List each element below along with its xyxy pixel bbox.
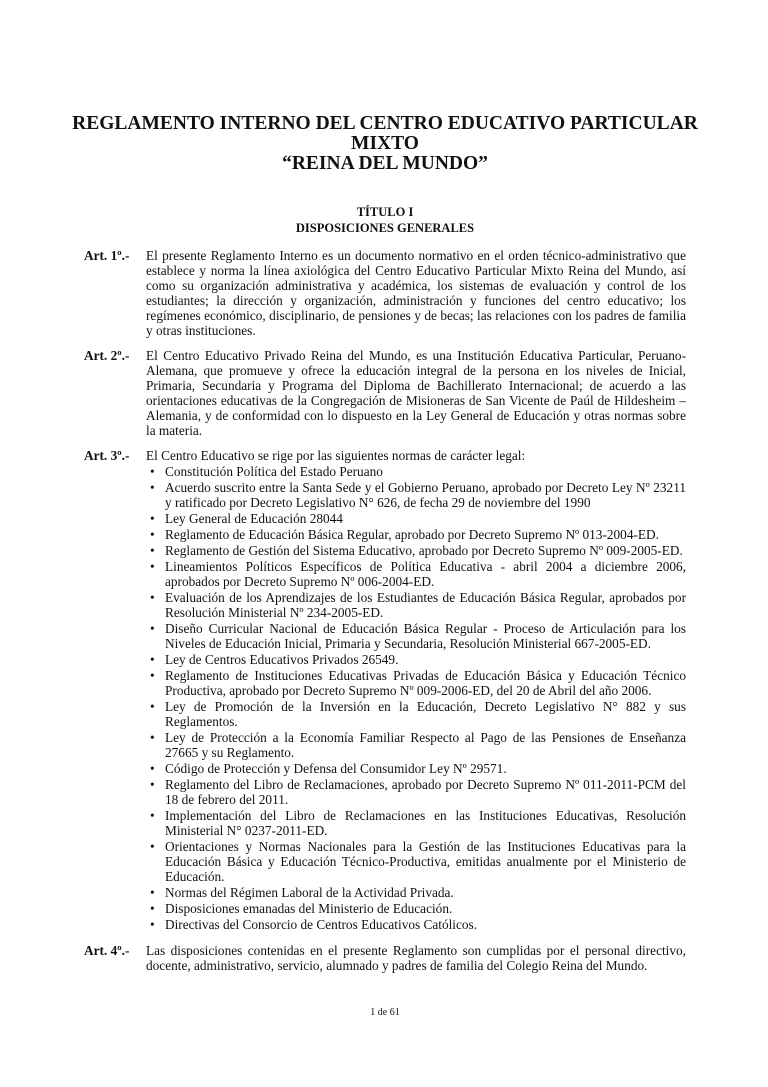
list-item	[150, 839, 686, 884]
article-text: El Centro Educativo se rige por las siguientes normas de carácter legal:	[146, 448, 526, 463]
bullet-icon: •	[150, 511, 155, 526]
article-label: Art. 2º.-	[84, 348, 130, 363]
list-item	[150, 652, 686, 667]
list-item	[150, 761, 686, 776]
list-item-text: Ley de Centros Educativos Privados 26549.	[165, 652, 399, 667]
list-item	[150, 590, 686, 620]
bullet-icon: •	[150, 668, 155, 683]
bullet-icon: •	[150, 652, 155, 667]
list-item-text: Implementación del Libro de Reclamaciones en las Instituciones Educativas, Resolución Ministerial N° 0237-2011-ED.	[165, 808, 686, 838]
article-label: Art. 1º.-	[84, 248, 130, 263]
bullet-icon: •	[150, 730, 155, 745]
title-line-2: MIXTO	[351, 133, 419, 154]
bullet-icon: •	[150, 527, 155, 542]
list-item	[150, 621, 686, 651]
bullet-icon: •	[150, 621, 155, 636]
article-text: El Centro Educativo Privado Reina del Mundo, es una Institución Educativa Particular, Peruano-Alemana, que promueve y ofrece la educación integral de la persona en los niveles de Inicial, Primaria, Secundaria y Programa del Diploma de Bachillerato Internacional; de acuerdo a las orientaciones educativas de la Congregación de Misioneras de San Vicente de Paúl de Hildesheim – Alemania, y de conformidad con lo dispuesto en la Ley General de Educación y otras normas sobre la materia.	[146, 348, 686, 438]
bullet-icon: •	[150, 559, 155, 574]
list-item	[150, 699, 686, 729]
bullet-icon: •	[150, 777, 155, 792]
article-4	[84, 943, 686, 973]
list-item-text: Reglamento de Educación Básica Regular, aprobado por Decreto Supremo Nº 013-2004-ED.	[165, 527, 659, 542]
list-item	[150, 527, 686, 542]
list-item-text: Acuerdo suscrito entre la Santa Sede y el Gobierno Peruano, aprobado por Decreto Ley Nº 23211 y ratificado por Decreto Legislativo N° 626, de fecha 29 de noviembre del 1990	[165, 480, 686, 510]
list-item-text: Normas del Régimen Laboral de la Actividad Privada.	[165, 885, 454, 900]
bullet-icon: •	[150, 901, 155, 916]
list-item-text: Ley de Promoción de la Inversión en la Educación, Decreto Legislativo N° 882 y sus Reglamentos.	[165, 699, 686, 729]
title-line-1: REGLAMENTO INTERNO DEL CENTRO EDUCATIVO PARTICULAR	[72, 113, 698, 134]
list-item-text: Reglamento del Libro de Reclamaciones, aprobado por Decreto Supremo Nº 011-2011-PCM del 18 de febrero del 2011.	[165, 777, 686, 807]
list-item	[150, 808, 686, 838]
bullet-icon: •	[150, 480, 155, 495]
list-item-text: Directivas del Consorcio de Centros Educativos Católicos.	[165, 917, 478, 932]
article-2	[84, 348, 686, 438]
list-item-text: Reglamento de Gestión del Sistema Educativo, aprobado por Decreto Supremo Nº 009-2005-ED.	[165, 543, 683, 558]
document-title	[54, 114, 716, 174]
list-item-text: Lineamientos Políticos Específicos de Política Educativa - abril 2004 a diciembre 2006, aprobados por Decreto Supremo Nº 006-2004-ED.	[165, 559, 686, 589]
legal-norms-list	[146, 464, 686, 932]
list-item	[150, 730, 686, 760]
section-subtitle: DISPOSICIONES GENERALES	[295, 221, 475, 235]
bullet-icon: •	[150, 543, 155, 558]
article-1	[84, 248, 686, 338]
section-title: TÍTULO I	[356, 205, 414, 219]
list-item-text: Orientaciones y Normas Nacionales para la Gestión de las Instituciones Educativas para la Educación Básica y Educación Técnico-Productiva, emitidas anualmente por el Ministerio de Educación.	[165, 839, 686, 884]
bullet-icon: •	[150, 761, 155, 776]
list-item-text: Evaluación de los Aprendizajes de los Estudiantes de Educación Básica Regular, aprobados por Resolución Ministerial Nº 234-2005-ED.	[165, 590, 686, 620]
list-item	[150, 917, 686, 932]
list-item-text: Ley General de Educación 28044	[165, 511, 343, 526]
article-body	[146, 448, 686, 933]
bullet-icon: •	[150, 917, 155, 932]
list-item-text: Diseño Curricular Nacional de Educación Básica Regular - Proceso de Articulación para los Niveles de Educación Inicial, Primaria y Secundaria, Resolución Ministerial 667-2005-ED.	[165, 621, 686, 651]
bullet-icon: •	[150, 808, 155, 823]
bullet-icon: •	[150, 699, 155, 714]
bullet-icon: •	[150, 464, 155, 479]
list-item	[150, 559, 686, 589]
list-item	[150, 777, 686, 807]
list-item-text: Constitución Política del Estado Peruano	[165, 464, 383, 479]
article-text: El presente Reglamento Interno es un documento normativo en el orden técnico-administrativo que establece y norma la línea axiológica del Centro Educativo Particular Mixto Reina del Mundo, así como su organización administrativa y académica, los sistemas de evaluación y control de los estudiantes; la dirección y organización, administración y funciones del centro educativo; los regímenes económico, disciplinario, de pensiones y de becas; las relaciones con los padres de familia y otras instituciones.	[146, 248, 686, 338]
list-item	[150, 901, 686, 916]
list-item	[150, 464, 686, 479]
list-item-text: Código de Protección y Defensa del Consumidor Ley Nº 29571.	[165, 761, 507, 776]
list-item-text: Reglamento de Instituciones Educativas Privadas de Educación Básica y Educación Técnico Productiva, aprobado por Decreto Supremo Nº 009-2006-ED, del 20 de Abril del año 2006.	[165, 668, 686, 698]
page-number: 1 de 61	[370, 1007, 400, 1018]
list-item	[150, 480, 686, 510]
list-item	[150, 668, 686, 698]
article-text: Las disposiciones contenidas en el presente Reglamento son cumplidas por el personal directivo, docente, administrativo, servicio, alumnado y padres de familia del Colegio Reina del Mundo.	[146, 943, 686, 973]
list-item	[150, 543, 686, 558]
list-item	[150, 511, 686, 526]
list-item	[150, 885, 686, 900]
title-line-3: “REINA DEL MUNDO”	[282, 153, 488, 174]
article-label: Art. 4º.-	[84, 943, 130, 958]
section-heading	[84, 204, 686, 236]
list-item-text: Disposiciones emanadas del Ministerio de Educación.	[165, 901, 453, 916]
list-item-text: Ley de Protección a la Economía Familiar Respecto al Pago de las Pensiones de Enseñanza 27665 y su Reglamento.	[165, 730, 686, 760]
bullet-icon: •	[150, 590, 155, 605]
bullet-icon: •	[150, 885, 155, 900]
article-3	[84, 448, 686, 933]
bullet-icon: •	[150, 839, 155, 854]
article-label: Art. 3º.-	[84, 448, 130, 463]
